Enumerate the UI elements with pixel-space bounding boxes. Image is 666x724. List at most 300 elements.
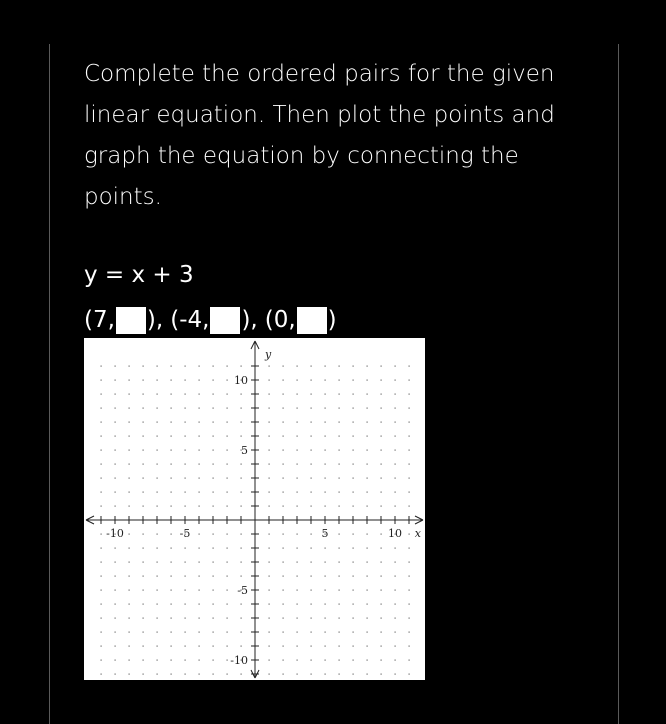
grid-dot [227,618,228,619]
grid-dot [241,506,242,507]
grid-dot [199,576,200,577]
grid-dot [367,380,368,381]
grid-dot [283,478,284,479]
grid-dot [101,674,102,675]
grid-dot [227,674,228,675]
grid-dot [115,604,116,605]
grid-dot [213,408,214,409]
grid-dot [101,618,102,619]
grid-dot [143,394,144,395]
grid-dot [269,548,270,549]
grid-dot [129,660,130,661]
grid-dot [185,660,186,661]
grid-dot [297,618,298,619]
grid-dot [269,436,270,437]
grid-dot [367,576,368,577]
grid-dot [213,618,214,619]
grid-dot [143,646,144,647]
grid-dot [115,366,116,367]
grid-dot [381,632,382,633]
grid-dot [157,366,158,367]
grid-dot [199,548,200,549]
grid-dot [227,590,228,591]
grid-dot [185,576,186,577]
grid-dot [143,674,144,675]
grid-dot [283,366,284,367]
grid-dot [143,604,144,605]
grid-dot [311,604,312,605]
grid-dot [157,464,158,465]
grid-dot [129,590,130,591]
grid-dot [395,394,396,395]
coordinate-plane[interactable] [84,338,425,680]
grid-dot [269,408,270,409]
grid-dot [395,492,396,493]
grid-dot [269,464,270,465]
grid-dot [241,632,242,633]
grid-dot [213,450,214,451]
grid-dot [185,422,186,423]
grid-dot [241,422,242,423]
grid-dot [409,464,410,465]
grid-dot [409,618,410,619]
grid-dot [101,422,102,423]
y-tick-label: 5 [241,444,248,457]
grid-dot [409,394,410,395]
grid-dot [199,422,200,423]
grid-dot [115,506,116,507]
grid-dot [185,604,186,605]
grid-dot [339,646,340,647]
grid-dot [269,534,270,535]
grid-dot [297,478,298,479]
grid-dot [283,422,284,423]
grid-dot [101,632,102,633]
grid-dot [409,646,410,647]
grid-dot [129,394,130,395]
grid-dot [241,618,242,619]
grid-dot [227,492,228,493]
grid-dot [143,366,144,367]
grid-dot [367,618,368,619]
grid-dot [213,422,214,423]
grid-dot [283,394,284,395]
grid-dot [143,548,144,549]
grid-dot [157,506,158,507]
grid-dot [409,604,410,605]
grid-dot [409,478,410,479]
grid-dot [241,534,242,535]
grid-dot [157,478,158,479]
grid-dot [381,408,382,409]
axis-labels [106,348,422,667]
grid-dot [199,408,200,409]
grid-dot [395,450,396,451]
grid-dot [227,632,228,633]
grid-dot [241,478,242,479]
grid-dot [129,534,130,535]
grid-dot [101,492,102,493]
grid-dot [171,394,172,395]
grid-dot [297,562,298,563]
grid-dot [241,394,242,395]
grid-dot [143,380,144,381]
grid-dot [297,590,298,591]
grid-dot [353,646,354,647]
grid-dot [381,464,382,465]
grid-dot [395,478,396,479]
grid-dot [143,436,144,437]
grid-dot [171,576,172,577]
grid-dot [199,674,200,675]
grid-dot [367,492,368,493]
grid-dot [115,394,116,395]
grid-dot [101,450,102,451]
grid-dot [171,646,172,647]
grid-dot [269,660,270,661]
grid-dot [143,534,144,535]
grid-dot [395,366,396,367]
grid-dot [199,436,200,437]
grid-dot [157,590,158,591]
grid-dot [297,660,298,661]
grid-dot [129,408,130,409]
grid-dot [395,674,396,675]
grid-dot [367,464,368,465]
grid-dot [339,394,340,395]
grid-dot [353,408,354,409]
grid-dot [199,590,200,591]
grid-dot [297,436,298,437]
grid-dot [339,604,340,605]
grid-dot [381,562,382,563]
grid-dot [157,408,158,409]
grid-dot [325,562,326,563]
grid-dot [395,562,396,563]
grid-dot [297,506,298,507]
grid-dot [353,534,354,535]
grid-dot [241,548,242,549]
grid-dot [101,380,102,381]
grid-dot [311,660,312,661]
grid-dot [241,646,242,647]
grid-dot [199,506,200,507]
grid-dot [339,534,340,535]
grid-dot [115,646,116,647]
grid-dot [311,506,312,507]
grid-dot [367,450,368,451]
grid-dot [353,422,354,423]
grid-dot [185,674,186,675]
grid-dot [199,646,200,647]
grid-dot [367,506,368,507]
grid-dot [171,562,172,563]
pair-close: ), [146,307,164,333]
grid-dot [227,436,228,437]
grid-dot [283,618,284,619]
grid-dot [185,492,186,493]
grid-dot [339,618,340,619]
y-value-input-3[interactable] [297,307,327,334]
grid-dot [213,562,214,563]
grid-dot [353,394,354,395]
grid-dot [269,618,270,619]
grid-dot [395,408,396,409]
grid-dot [241,562,242,563]
grid-dot [325,492,326,493]
grid-dot [339,562,340,563]
grid-dot [171,618,172,619]
grid-dot [297,366,298,367]
grid-dot [171,492,172,493]
axes [86,341,423,678]
grid-dot [339,408,340,409]
grid-dot [409,548,410,549]
grid-dot [409,660,410,661]
grid-dot [283,632,284,633]
grid-dot [157,422,158,423]
ordered-pair-1 [84,303,163,337]
y-value-input-2[interactable] [210,307,240,334]
grid-dot [269,450,270,451]
grid-dot [227,548,228,549]
grid-dot [185,562,186,563]
grid-dot [115,632,116,633]
grid-dot [395,590,396,591]
grid-dot [143,618,144,619]
grid-dot [199,478,200,479]
grid-dot [269,492,270,493]
grid-dot [185,548,186,549]
grid-dot [283,660,284,661]
coordinate-plane-svg[interactable] [84,338,425,680]
x-tick-label: 10 [388,527,402,540]
grid-dot [171,366,172,367]
grid-dot [325,366,326,367]
grid-dot [171,380,172,381]
grid-dot [297,534,298,535]
grid-dot [199,380,200,381]
grid-dot [325,464,326,465]
grid-dot [157,548,158,549]
grid-dot [143,422,144,423]
grid-dot [171,660,172,661]
pair-close: ) [327,307,337,333]
linear-equation: y = x + 3 [84,262,194,288]
grid-dot [115,450,116,451]
grid-dot [269,674,270,675]
grid-dot [367,548,368,549]
grid-dot [129,380,130,381]
grid-dot [129,618,130,619]
grid-dot [381,478,382,479]
grid-dot [227,450,228,451]
grid-dot [115,436,116,437]
grid-dot [213,394,214,395]
grid-dot [143,576,144,577]
grid-dot [171,408,172,409]
grid-dot [241,436,242,437]
grid-dot [283,506,284,507]
grid-dot [157,436,158,437]
grid-dot [227,562,228,563]
grid-dot [409,436,410,437]
grid-dot [381,548,382,549]
grid-dot [325,436,326,437]
question-prompt [84,54,584,218]
grid-dot [157,450,158,451]
grid-dot [213,548,214,549]
grid-dot [213,478,214,479]
grid-dot [227,380,228,381]
grid-dot [381,450,382,451]
grid-dot [157,576,158,577]
grid-dot [129,478,130,479]
grid-dot [157,646,158,647]
grid-dot [101,408,102,409]
ordered-pair-3 [265,303,337,337]
grid-dot [171,534,172,535]
grid-dot [339,464,340,465]
pair-close: ), [241,307,258,333]
x-tick-label: -5 [179,527,191,540]
grid-dot [339,674,340,675]
grid-dot [339,478,340,479]
grid-dot [395,660,396,661]
grid-dot [129,366,130,367]
grid-dot [409,492,410,493]
grid-dot [185,450,186,451]
grid-dot [381,646,382,647]
grid-dot [367,366,368,367]
grid-dot [199,660,200,661]
grid-dot [409,576,410,577]
grid-dot [283,562,284,563]
grid-dot [325,478,326,479]
grid-dot [213,576,214,577]
grid-dot [311,562,312,563]
grid-dot [367,646,368,647]
grid-dot [395,436,396,437]
grid-dot [325,618,326,619]
grid-dot [325,380,326,381]
grid-dot [395,576,396,577]
grid-dot [409,506,410,507]
grid-dot [171,632,172,633]
grid-dot [297,548,298,549]
grid-dot [185,464,186,465]
grid-dot [325,590,326,591]
grid-dot [353,660,354,661]
grid-dot [325,646,326,647]
grid-dot [353,548,354,549]
grid-dot [115,478,116,479]
grid-dot [395,646,396,647]
grid-dot [199,632,200,633]
grid-dot [283,408,284,409]
grid-dot [157,394,158,395]
grid-dot [353,674,354,675]
grid-dot [213,674,214,675]
grid-dot [409,450,410,451]
grid-dot [297,394,298,395]
grid-dot [367,604,368,605]
grid-dot [283,380,284,381]
grid-dot [297,646,298,647]
grid-dot [381,492,382,493]
grid-dot [339,450,340,451]
grid-dot [269,576,270,577]
grid-dot [129,548,130,549]
grid-dot [115,464,116,465]
grid-dot [185,380,186,381]
grid-dot [409,422,410,423]
grid-dot [381,660,382,661]
grid-dot [409,408,410,409]
grid-dot [353,506,354,507]
grid-dot [227,394,228,395]
grid-dot [157,674,158,675]
grid-dot [353,464,354,465]
grid-dot [367,408,368,409]
grid-dot [353,604,354,605]
grid-dot [409,562,410,563]
grid-dot [409,590,410,591]
grid-dot [311,408,312,409]
grid-dot [101,604,102,605]
grid-dot [157,534,158,535]
grid-dot [325,632,326,633]
grid-dot [199,618,200,619]
grid-dot [339,576,340,577]
grid-dot [157,604,158,605]
x-tick-label: 5 [321,527,329,540]
grid-dot [115,548,116,549]
grid-dot [101,548,102,549]
grid-dot [129,422,130,423]
grid-dot [227,408,228,409]
grid-dot [143,478,144,479]
grid-dot [297,450,298,451]
grid-dot [227,646,228,647]
grid-dot [143,492,144,493]
grid-dot [311,366,312,367]
grid-dot [129,436,130,437]
grid-dot [213,632,214,633]
grid-dot [395,464,396,465]
grid-dot [395,422,396,423]
grid-dot [129,562,130,563]
grid-dot [297,492,298,493]
grid-dot [283,548,284,549]
grid-dot [367,534,368,535]
grid-dot [129,674,130,675]
grid-dot [325,408,326,409]
grid-dot [381,604,382,605]
grid-dot [353,576,354,577]
grid-dot [339,632,340,633]
grid-dot [311,646,312,647]
grid-dot [367,660,368,661]
grid-dot [297,422,298,423]
grid-dot [129,646,130,647]
grid-dot [171,548,172,549]
grid-dot [157,632,158,633]
grid-dot [339,660,340,661]
prompt-line: linear equation. Then plot the points and [84,102,555,128]
grid-dot [381,394,382,395]
y-value-input-1[interactable] [116,307,146,334]
